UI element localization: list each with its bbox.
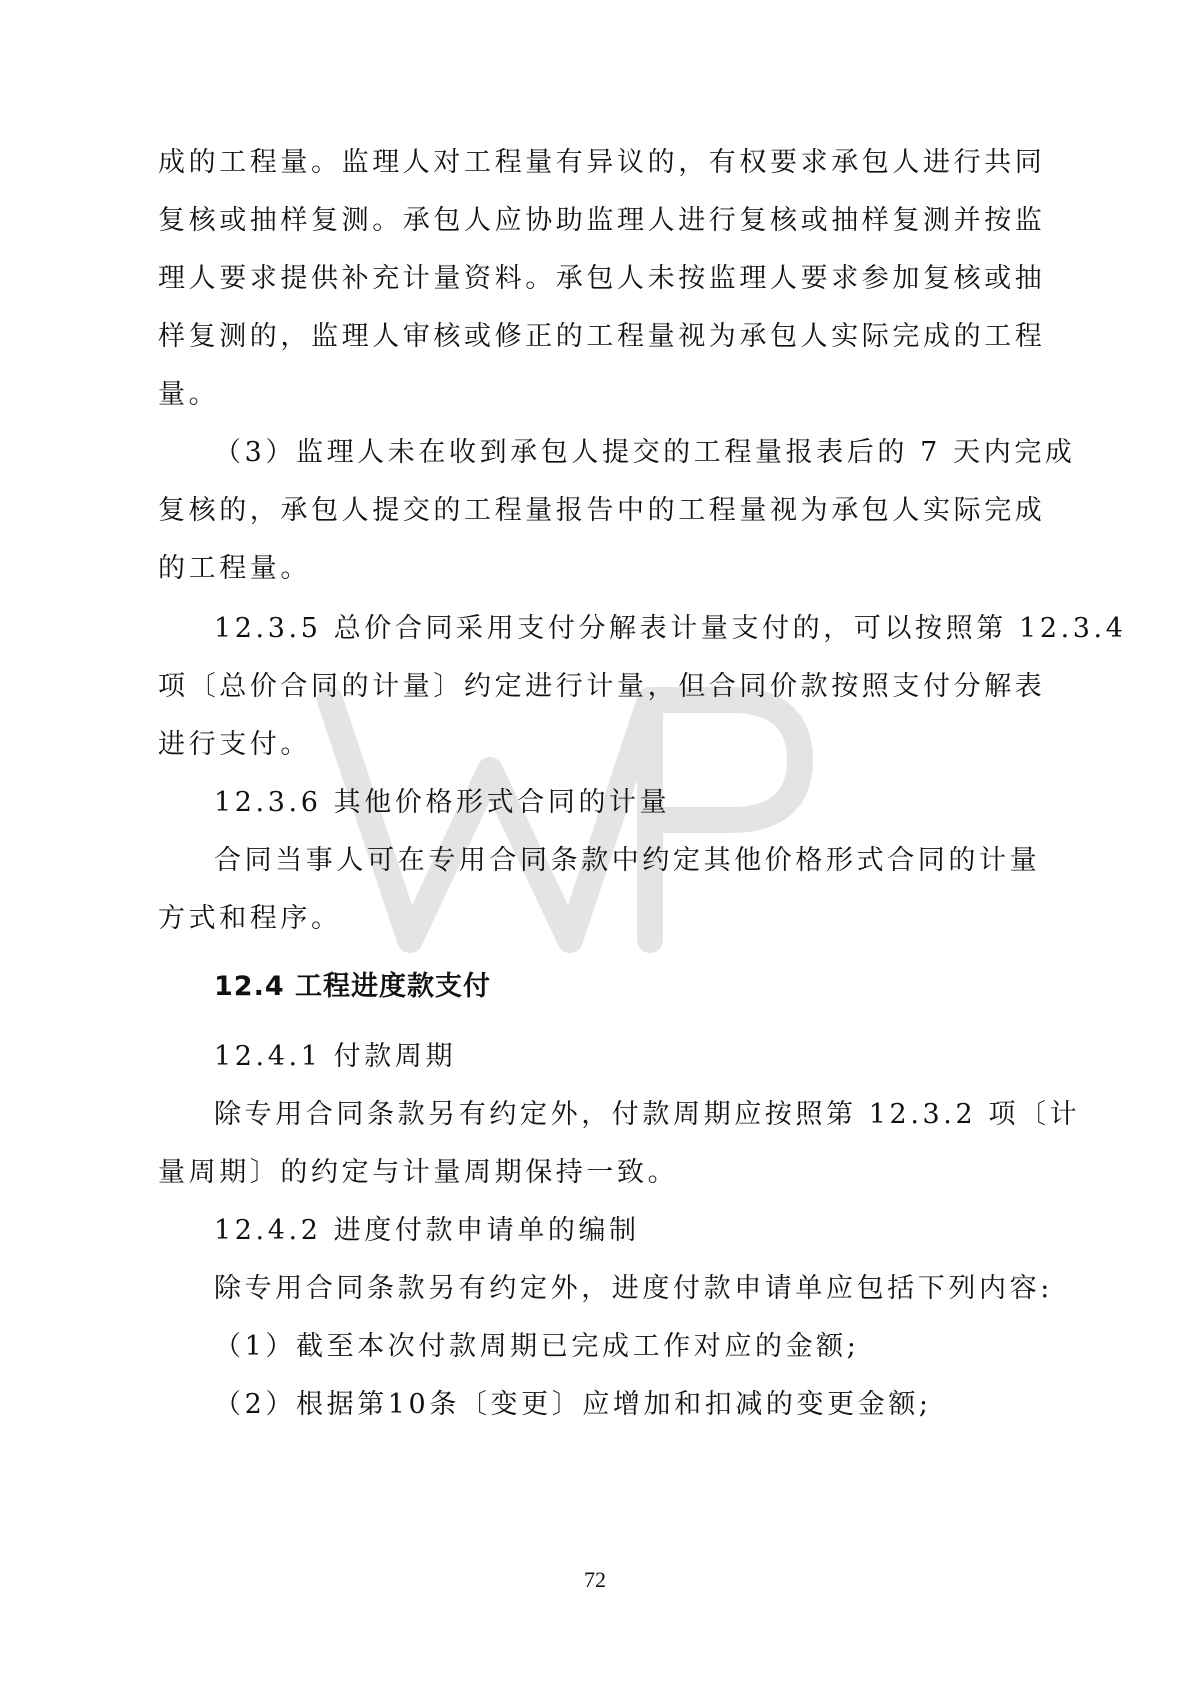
section-12-4-2-heading: 12.4.2 进度付款申请单的编制 [214, 1215, 640, 1246]
body-text-line: 复核的，承包人提交的工程量报告中的工程量视为承包人实际完成 [158, 495, 1046, 526]
body-text-line: 复核或抽样复测。承包人应协助监理人进行复核或抽样复测并按监 [158, 205, 1046, 236]
body-text-line: 成的工程量。监理人对工程量有异议的，有权要求承包人进行共同 [158, 147, 1046, 178]
section-12-4-1-heading: 12.4.1 付款周期 [214, 1041, 457, 1072]
section-12-4-heading: 12.4 工程进度款支付 [214, 971, 492, 1002]
clause-3-text: （3）监理人未在收到承包人提交的工程量报表后的 7 天内完成 [214, 437, 1076, 468]
page-number: 72 [584, 1567, 606, 1592]
body-text-line: 理人要求提供补充计量资料。承包人未按监理人要求参加复核或抽 [158, 263, 1046, 294]
section-12-3-5-text: 12.3.5 总价合同采用支付分解表计量支付的，可以按照第 12.3.4 [214, 613, 1127, 644]
body-text-line: 进行支付。 [158, 729, 311, 760]
list-item-2: （2）根据第10条〔变更〕应增加和扣减的变更金额; [214, 1389, 932, 1420]
section-12-3-6-heading: 12.3.6 其他价格形式合同的计量 [214, 787, 671, 818]
body-text-line: 除专用合同条款另有约定外，付款周期应按照第 12.3.2 项〔计 [214, 1099, 1081, 1130]
body-text-line: 合同当事人可在专用合同条款中约定其他价格形式合同的计量 [214, 845, 1041, 876]
list-item-1: （1）截至本次付款周期已完成工作对应的金额; [214, 1331, 860, 1362]
body-text-line: 项〔总价合同的计量〕约定进行计量，但合同价款按照支付分解表 [158, 671, 1046, 702]
body-text-line: 的工程量。 [158, 553, 311, 584]
body-text-line: 样复测的，监理人审核或修正的工程量视为承包人实际完成的工程 [158, 321, 1046, 352]
body-text-line: 量。 [158, 379, 220, 410]
body-text-line: 量周期〕的约定与计量周期保持一致。 [158, 1157, 679, 1188]
body-text-line: 除专用合同条款另有约定外，进度付款申请单应包括下列内容: [214, 1273, 1053, 1304]
body-text-line: 方式和程序。 [158, 903, 342, 934]
